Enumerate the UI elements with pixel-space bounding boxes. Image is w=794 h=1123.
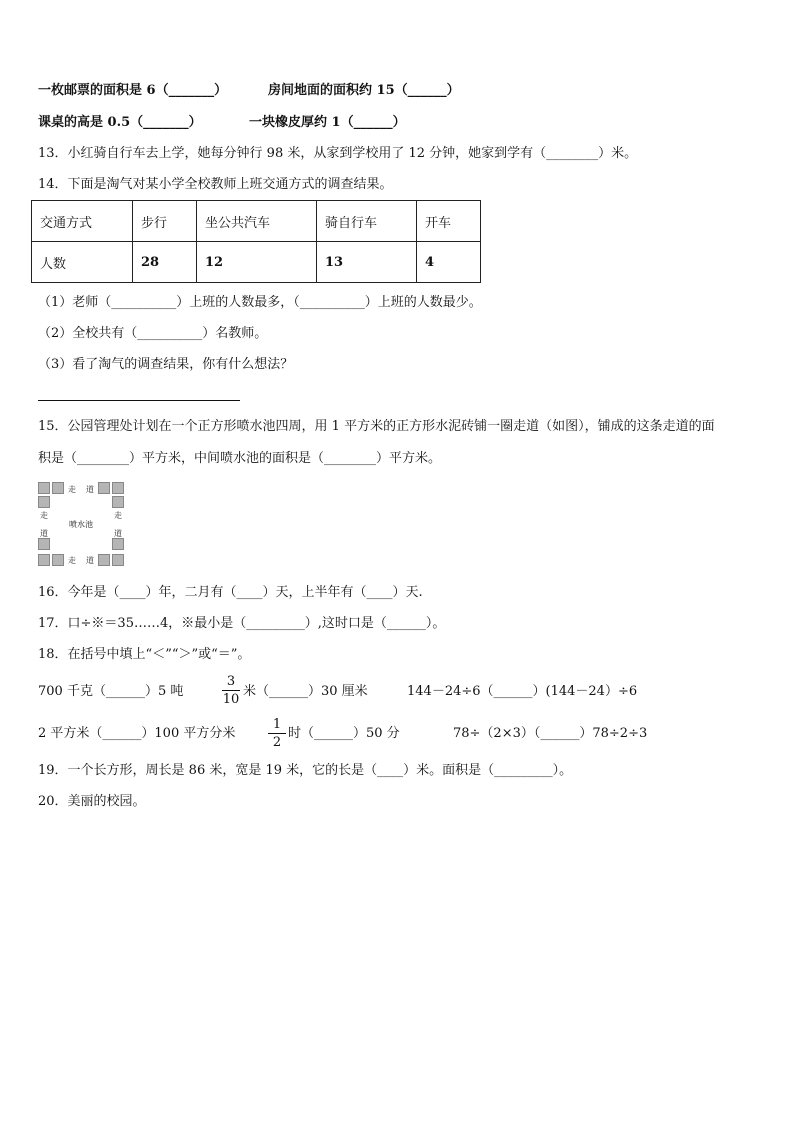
fraction-denominator: 2 (272, 735, 282, 750)
fraction-3-10 (222, 674, 240, 707)
table-row (32, 242, 481, 283)
walkway-label: 走 (40, 511, 48, 520)
question-14-intro: 14．下面是淘气对某小学全校教师上班交通方式的调查结果。 (38, 177, 393, 192)
q18-item-division: 144－24÷6（______）(144－24）÷6 (407, 684, 638, 699)
walkway-tile (38, 482, 50, 494)
table-header-cell: 坐公共汽车 (197, 201, 317, 242)
walkway-label: 走 (114, 511, 122, 520)
walkway-tile (98, 554, 110, 566)
fraction-numerator: 1 (272, 717, 282, 732)
table-header-cell: 开车 (417, 201, 481, 242)
walkway-tile (112, 482, 124, 494)
fraction-denominator: 10 (222, 692, 240, 707)
q18-item-time: 时（______）50 分 (288, 726, 400, 741)
walkway-label: 走 (68, 556, 76, 565)
walkway-tile (112, 554, 124, 566)
answer-line (38, 400, 240, 401)
question-15-line-2: 积是（________）平方米，中间喷水池的面积是（________）平方米。 (38, 451, 442, 466)
table-cell: 28 (133, 242, 197, 283)
table-header-cell: 骑自行车 (317, 201, 417, 242)
pool-walkway-figure (38, 482, 124, 566)
question-14-part-2: （2）全校共有（__________）名教师。 (38, 326, 268, 341)
table-header-cell: 交通方式 (32, 201, 133, 242)
walkway-tile (98, 482, 110, 494)
fraction-1-2 (268, 717, 286, 750)
table-header-cell: 步行 (133, 201, 197, 242)
q18-item-mass: 700 千克（______）5 吨 (38, 684, 184, 699)
question-19: 19．一个长方形，周长是 86 米，宽是 19 米，它的长是（____）米。面积是（_________）。 (38, 763, 573, 778)
pool-center (53, 497, 109, 551)
table-cell: 4 (417, 242, 481, 283)
walkway-label: 走 (68, 485, 76, 494)
q12-room-area: 房间地面的面积约 15（______） (268, 83, 460, 98)
q18-item-length: 米（______）30 厘米 (243, 684, 368, 699)
walkway-tile (52, 554, 64, 566)
question-18-intro: 18．在括号中填上“＜”“＞”或“＝”。 (38, 647, 251, 662)
walkway-label: 道 (86, 485, 94, 494)
question-14-part-3: （3）看了淘气的调查结果，你有什么想法？ (38, 357, 294, 372)
question-15-line-1: 15．公园管理处计划在一个正方形喷水池四周，用 1 平方米的正方形水泥砖铺一圈走道（如图），铺成的这条走道的面 (38, 419, 715, 434)
pool-label: 喷水池 (69, 519, 93, 529)
question-14-part-1: （1）老师（__________）上班的人数最多，（__________）上班的人数最少。 (38, 295, 482, 310)
table-cell: 人数 (32, 242, 133, 283)
walkway-tile (38, 496, 50, 508)
table-cell: 13 (317, 242, 417, 283)
survey-table (31, 200, 481, 283)
walkway-tile (38, 538, 50, 550)
q12-stamp-area: 一枚邮票的面积是 6（_______） (38, 83, 228, 98)
walkway-label: 道 (114, 529, 122, 538)
walkway-tile (52, 482, 64, 494)
walkway-tile (112, 496, 124, 508)
question-17: 17．口÷※＝35……4，※最小是（_________）,这时口是（______）。 (38, 616, 446, 631)
question-20: 20．美丽的校园。 (38, 794, 146, 809)
walkway-tile (112, 538, 124, 550)
fraction-numerator: 3 (226, 674, 236, 689)
walkway-label: 道 (86, 556, 94, 565)
question-13: 13．小红骑自行车去上学，她每分钟行 98 米，从家到学校用了 12 分钟，她家到学有（________）米。 (38, 146, 638, 161)
walkway-tile (38, 554, 50, 566)
q12-eraser-thickness: 一块橡皮厚约 1（______） (249, 115, 406, 130)
q18-item-area: 2 平方米（______）100 平方分米 (38, 726, 236, 741)
table-header-row (32, 201, 481, 242)
table-cell: 12 (197, 242, 317, 283)
question-16: 16．今年是（____）年，二月有（____）天，上半年有（____）天. (38, 585, 423, 600)
q12-desk-height: 课桌的高是 0.5（_______） (38, 115, 202, 130)
q18-item-product: 78÷（2×3）（______）78÷2÷3 (453, 726, 648, 741)
walkway-label: 道 (40, 529, 48, 538)
